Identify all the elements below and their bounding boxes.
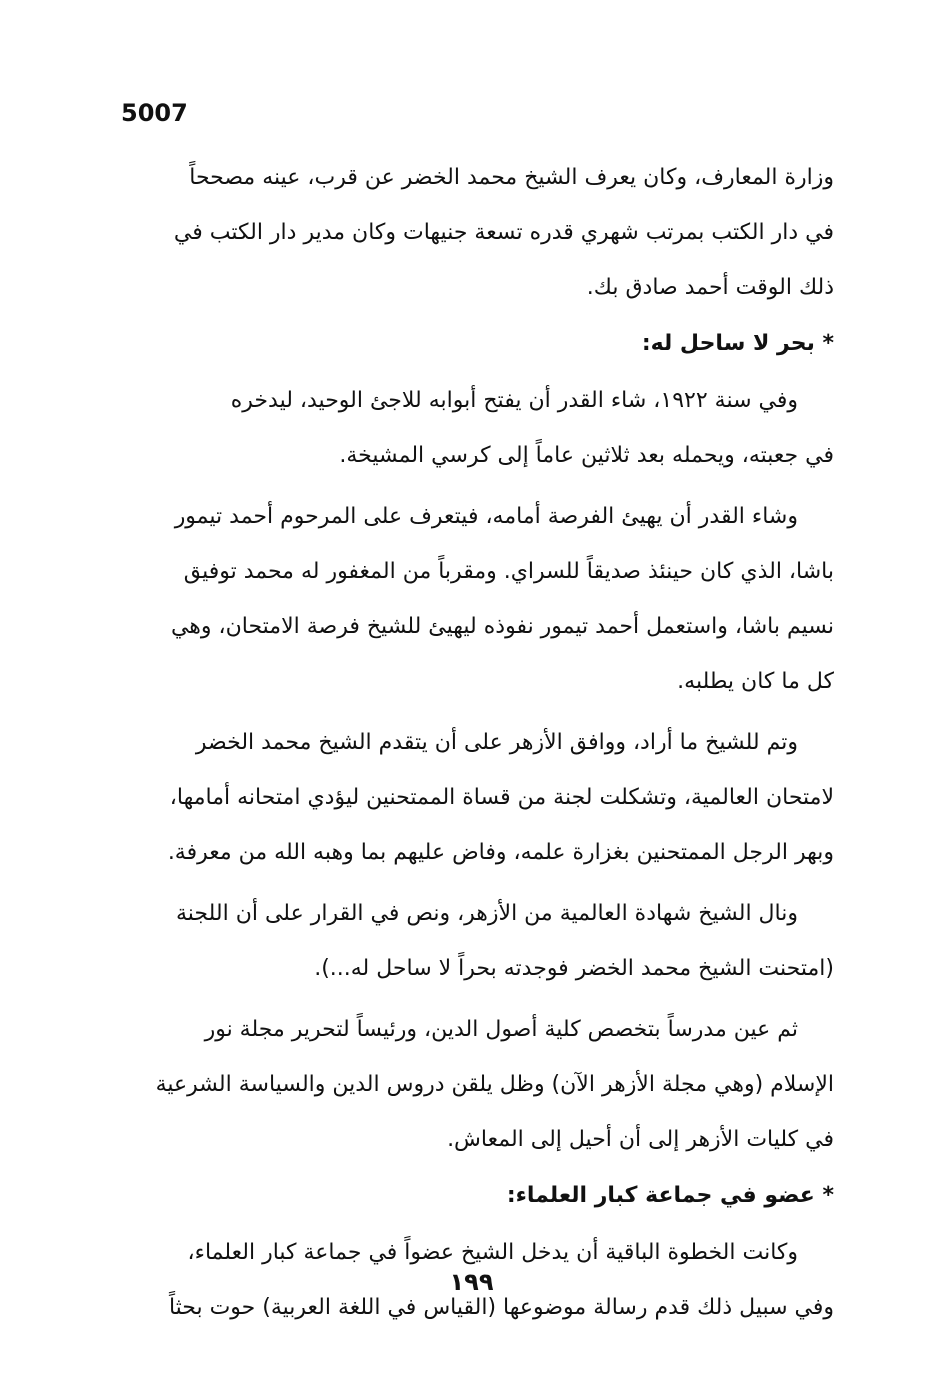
- text-line: في جعبته، ويحمله بعد ثلاثين عاماً إلى كرسي المشيخة.: [339, 443, 834, 468]
- text-line: وفي سبيل ذلك قدم رسالة موضوعها (القياس في اللغة العربية) حوت بحثاً: [168, 1295, 834, 1320]
- text-line: باشا، الذي كان حينئذ صديقاً للسراي. ومقرباً من المغفور له محمد توفيق: [183, 559, 834, 584]
- text-line: وتم للشيخ ما أراد، ووافق الأزهر على أن يتقدم الشيخ محمد الخضر: [195, 730, 798, 755]
- text-line: ثم عين مدرساً بتخصص كلية أصول الدين، ورئيساً لتحرير مجلة نور: [204, 1017, 798, 1042]
- text-line: وفي سنة ١٩٢٢، شاء القدر أن يفتح أبوابه للاجئ الوحيد، ليدخره: [230, 388, 798, 413]
- text-line: وبهر الرجل الممتحنين بغزارة علمه، وفاض عليهم بما وهبه الله من معرفة.: [167, 840, 834, 865]
- text-line: كل ما كان يطلبه.: [677, 669, 834, 694]
- text-line: وشاء القدر أن يهيئ الفرصة أمامه، فيتعرف على المرحوم أحمد تيمور: [174, 504, 798, 529]
- text-line: وزارة المعارف، وكان يعرف الشيخ محمد الخضر عن قرب، عينه مصححاً: [189, 165, 834, 190]
- text-line: نسيم باشا، واستعمل أحمد تيمور نفوذه ليهيئ للشيخ فرصة الامتحان، وهي: [170, 614, 834, 639]
- text-line: لامتحان العالمية، وتشكلت لجنة من قساة الممتحنين ليؤدي امتحانه أمامها،: [169, 785, 834, 810]
- body-text: [114, 150, 834, 1335]
- section-heading: * عضو في جماعة كبار العلماء:: [506, 1183, 834, 1208]
- page-id: 5007: [121, 99, 188, 127]
- text-line: في دار الكتب بمرتب شهري قدره تسعة جنيهات وكان مدير دار الكتب في: [173, 220, 834, 245]
- text-line: ذلك الوقت أحمد صادق بك.: [586, 275, 834, 300]
- section-heading: * بحر لا ساحل له:: [641, 331, 834, 356]
- text-line: (امتحنت الشيخ محمد الخضر فوجدته بحراً لا ساحل له...).: [314, 956, 834, 981]
- text-line: في كليات الأزهر إلى أن أحيل إلى المعاش.: [447, 1127, 834, 1152]
- page-number: ١٩٩: [449, 1268, 494, 1296]
- text-line: وكانت الخطوة الباقية أن يدخل الشيخ عضواً في جماعة كبار العلماء،: [187, 1240, 798, 1265]
- text-line: ونال الشيخ شهادة العالمية من الأزهر، ونص في القرار على أن اللجنة: [175, 901, 798, 926]
- text-line: الإسلام (وهي مجلة الأزهر الآن) وظل يلقن دروس الدين والسياسة الشرعية: [155, 1072, 834, 1097]
